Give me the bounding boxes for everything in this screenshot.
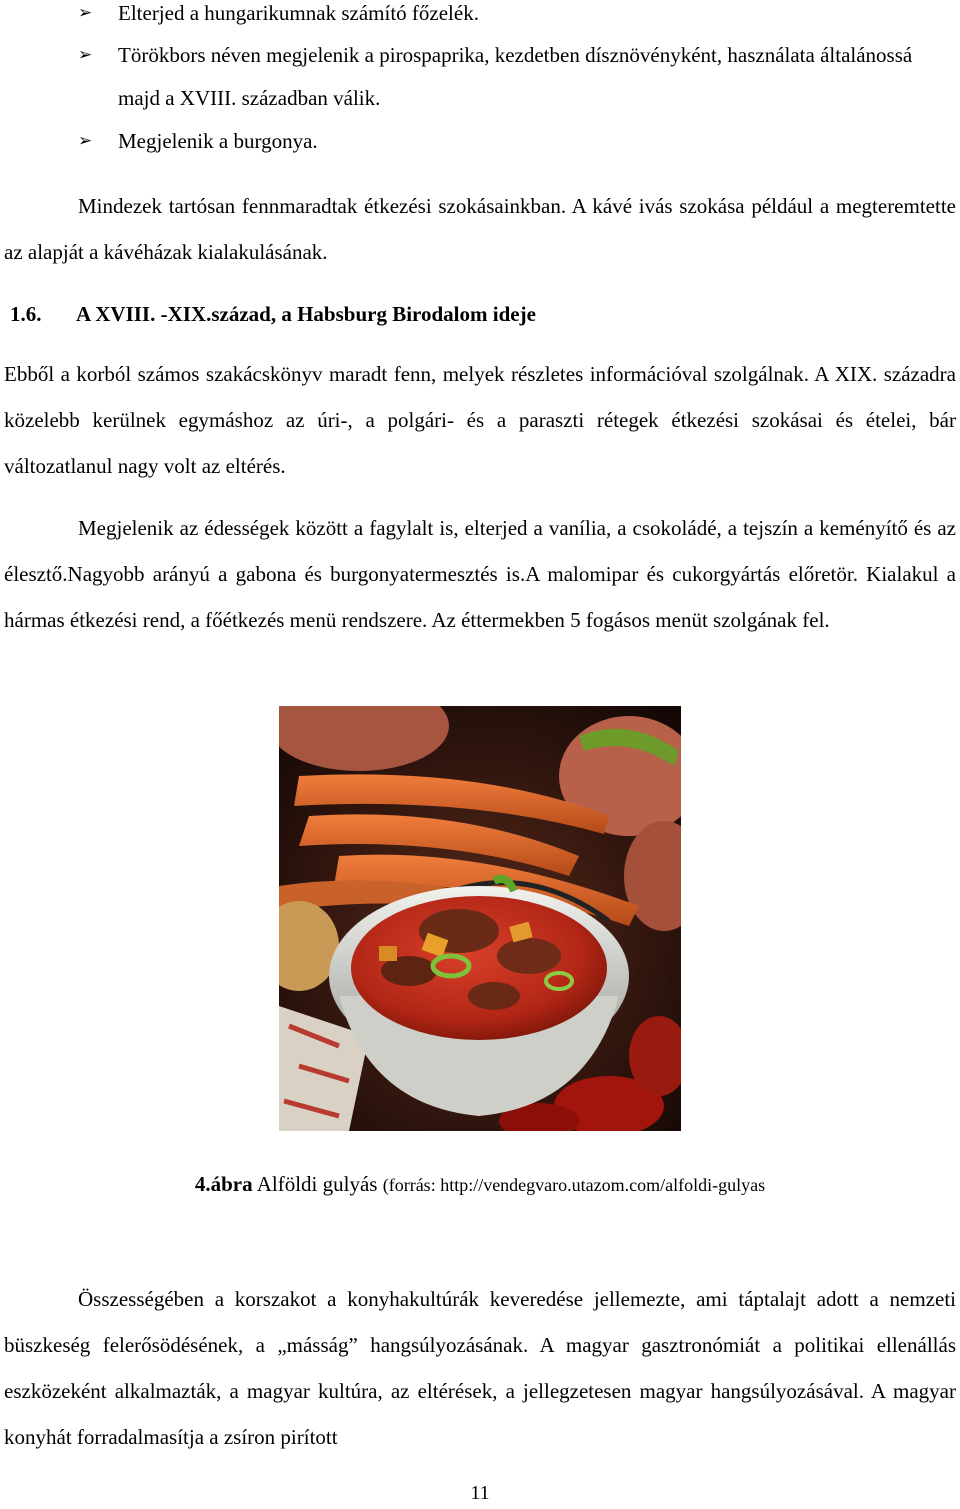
figure-source: (forrás: http://vendegvaro.utazom.com/alfoldi-gulyas [382,1175,766,1195]
paragraph-1: Ebből a korból számos szakácskönyv maradt fenn, melyek részletes információval szolgálnak. A XIX. századra közelebb kerülnek egymáshoz az úri-, a polgári- és a paraszti rétegek étkezési szokásai és ételei, bár változatlanul nagy volt az eltérés. [4,362,956,478]
bullet-text: Elterjed a hungarikumnak számító főzelék. [118,1,479,25]
section-number: 1.6. [10,302,42,326]
paragraph-3: Összességében a korszakot a konyhakultúrák keveredése jellemezte, ami táptalajt adott a nemzeti büszkeség felerősödésének, a „másság” hangsúlyozásának. A magyar gasztronómiát a politikai ellenállás eszközeként alkalmazták, a magyar kultúra, az eltérések, a jellegzetesen magyar hangsúlyozásával. A magyar konyhát forradalmasítja a zsíron pirított [4,1287,956,1449]
bullet-item [78,0,958,34]
paragraph-intro: Mindezek tartósan fennmaradtak étkezési szokásainkban. A kávé ivás szokása például a megteremtette az alapját a kávéházak kialakulásának. [4,194,956,264]
page-number: 11 [470,1482,490,1504]
bullet-text: Megjelenik a burgonya. [118,129,318,153]
arrow-bullet-icon: ➢ [78,3,93,23]
figure-title: Alföldi gulyás [256,1172,378,1196]
figure-label: 4.ábra [194,1172,253,1196]
paragraph-2: Megjelenik az édességek között a fagylalt is, elterjed a vanília, a csokoládé, a tejszín a keményítő és az élesztő.Nagyobb arányú a gabona és burgonyatermesztés is.A malomipar és cukorgyártás előretör. Kialakul a hármas étkezési rend, a főétkezés menü rendszere. Az éttermekben 5 fogásos menüt szolgának fel. [4,516,956,632]
goulash-photo [279,706,681,1131]
bullet-text: Törökbors néven megjelenik a pirospaprika, kezdetben dísznövényként, használata általánossá majd a XVIII. században válik. [118,43,913,110]
section-heading [10,294,536,334]
bullet-item [78,34,958,120]
section-title: A XVIII. -XIX.század, a Habsburg Birodalom ideje [76,302,536,326]
arrow-bullet-icon: ➢ [78,131,93,151]
bullet-item [78,120,958,162]
figure-caption [0,1164,960,1205]
arrow-bullet-icon: ➢ [78,45,93,65]
